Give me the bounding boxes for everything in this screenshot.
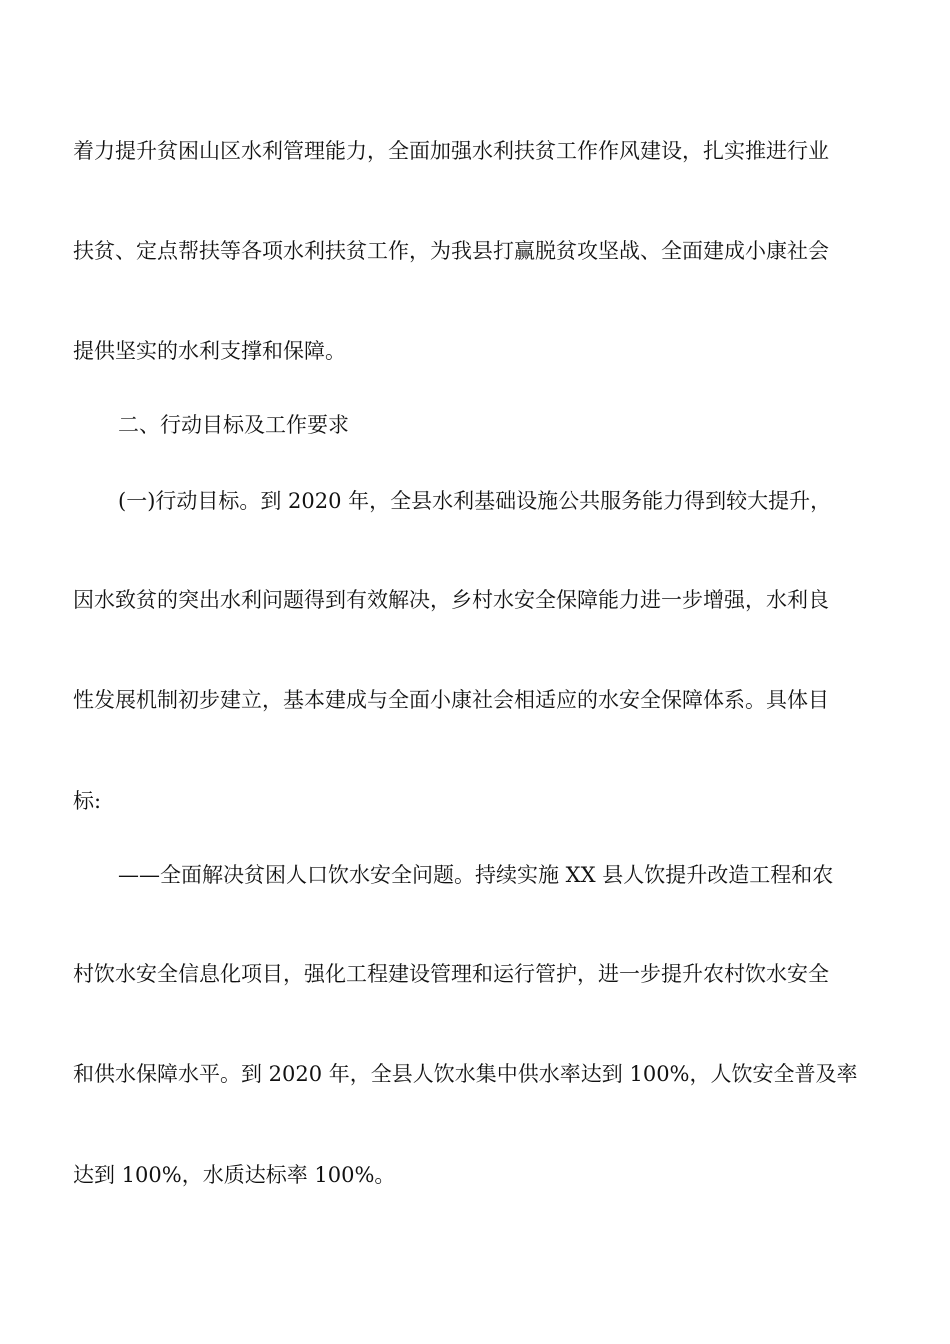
body-text-line: 因水致贫的突出水利问题得到有效解决，乡村水安全保障能力进一步增强，水利良 xyxy=(73,588,829,612)
body-text-line: 提供坚实的水利支撑和保障。 xyxy=(73,339,346,363)
body-text-line: 扶贫、定点帮扶等各项水利扶贫工作，为我县打赢脱贫攻坚战、全面建成小康社会 xyxy=(73,239,829,263)
body-text-line: 达到 100%，水质达标率 100%。 xyxy=(73,1163,396,1187)
body-text-line: 村饮水安全信息化项目，强化工程建设管理和运行管护，进一步提升农村饮水安全 xyxy=(73,962,829,986)
body-text-line: ——全面解决贫困人口饮水安全问题。持续实施 XX 县人饮提升改造工程和农 xyxy=(118,863,834,887)
body-text-line: 着力提升贫困山区水利管理能力，全面加强水利扶贫工作作风建设，扎实推进行业 xyxy=(73,139,829,163)
body-text-line: 性发展机制初步建立，基本建成与全面小康社会相适应的水安全保障体系。具体目 xyxy=(73,688,829,712)
body-text-line: 和供水保障水平。到 2020 年，全县人饮水集中供水率达到 100%，人饮安全普及率 xyxy=(73,1062,858,1086)
section-heading: 二、行动目标及工作要求 xyxy=(118,413,349,437)
body-text-line: (一)行动目标。到 2020 年，全县水利基础设施公共服务能力得到较大提升， xyxy=(118,489,832,513)
body-text-line: 标: xyxy=(73,789,102,813)
